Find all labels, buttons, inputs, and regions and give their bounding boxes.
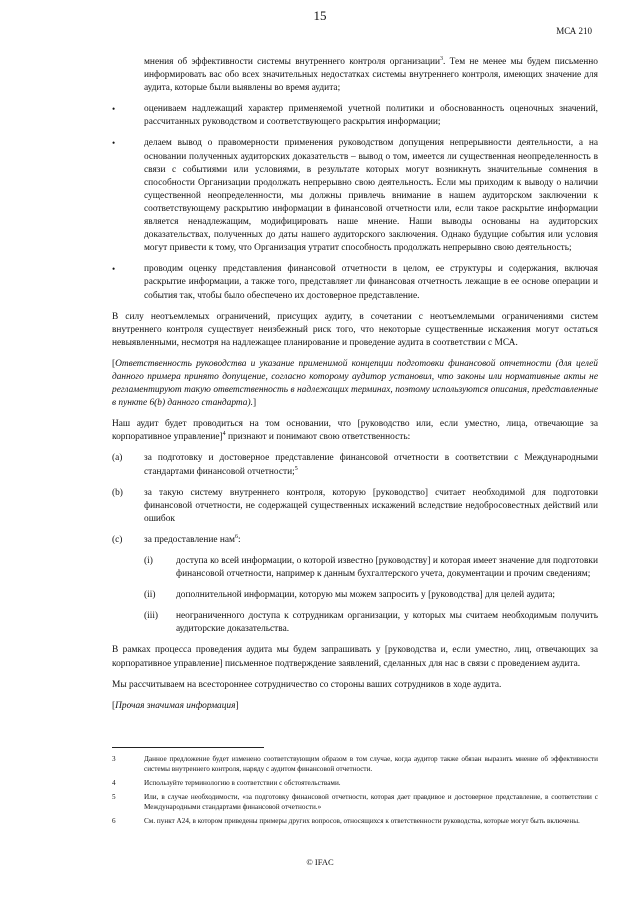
sublist-text: доступа ко всей информации, о которой известно [руководству] и которая имеет значение для подготовки финансовой отчетности, например к данным бухгалтерского учета, документации и прочим сведениям;: [176, 556, 598, 580]
bullet-text: делаем вывод о правомерности применения руководством допущения непрерывности деятельности, а на основании полученных аудиторских доказательств – вывод о том, имеется ли существенная неопределенность в связи с событиями или условиями, в результате которых могут возникнуть значительные сомнения в способности Организации продолжать непрерывно свою деятельность. Если мы приходим к выводу о наличии существенной неопределенности, мы должны привлечь внимание в нашем аудиторском заключении к соответствующему раскрытию информации в финансовой отчетности или, если такое раскрытие информации является ненадлежащим, модифицировать наше мнение. Наши выводы основаны на аудиторских доказательствах, полученных до даты нашего аудиторского заключения. Однако будущие события или условия могут привести к тому, что Организация утратит способность продолжать непрерывно свою деятельность;: [144, 138, 598, 254]
paragraph-written-representations: В рамках процесса проведения аудита мы будем запрашивать у [руководства и, если уместно, лиц, отвечающих за корпоративное управление] письменное подтверждение заявлений, сделанных для нас в связи с проведением аудита.: [112, 645, 598, 669]
paragraph-cooperation: Мы рассчитываем на всестороннее сотрудничество со стороны ваших сотрудников в ходе аудита.: [112, 679, 502, 690]
sublist-label: (i): [144, 556, 153, 566]
paragraph-other-information: [Прочая значимая информация]: [112, 700, 239, 711]
footnote-text: Или, в случае необходимости, «за подготовку финансовой отчетности, которая дает правдивое и достоверное представление, в соответствии с Международными стандартами финансовой отчетности.»: [144, 793, 598, 811]
list-text: за подготовку и достоверное представление финансовой отчетности в соответствии с Международными стандартами финансовой отчетности;$^5$: [144, 453, 598, 477]
page-number: 15: [313, 8, 327, 23]
bullet-item: [112, 137, 598, 255]
bullet-item: [112, 263, 598, 302]
list-text: за такую систему внутреннего контроля, которую [руководство] считает необходимой для подготовки финансовой отчетности, не содержащей существенных искажений вследствие недобросовестных действий или ошибок: [144, 487, 598, 524]
footnote-ref-5[interactable]: 5: [294, 465, 298, 472]
footnote-text: Данное предложение будет изменено соответствующим образом в том случае, когда аудитор также обязан выразить мнение об эффективности системы внутреннего контроля, наряду с аудитом финансовой отчетности.: [144, 755, 598, 773]
footnote-text: См. пункт A24, в котором приведены примеры других вопросов, относящихся к ответственности руководства, которые могут быть включены.: [144, 817, 580, 825]
list-item-b: [112, 487, 598, 526]
bullet-text: проводим оценку представления финансовой отчетности в целом, ее структуры и содержания, включая раскрытие информации, а также того, представляет ли финансовая отчетность лежащие в ее основе операции и события так, чтобы было обеспечено их достоверное представление.: [144, 264, 598, 301]
list-label: (a): [112, 453, 123, 464]
footnote-number: 3: [112, 755, 116, 763]
footnote-ref-3[interactable]: 3: [440, 55, 444, 62]
footnote-4: [112, 778, 598, 788]
paragraph-continuation: мнения об эффективности системы внутреннего контроля организации$^3$. Тем не менее мы будем письменно информировать вас обо всех значительных недостатках системы внутреннего контроля, имеющих значение для аудита, которые были выявлены во время аудита;: [144, 55, 598, 94]
paragraph-limitations: В силу неотъемлемых ограничений, присущих аудиту, в сочетании с неотъемлемыми ограничениями систем внутреннего контроля существует неизбежный риск того, что некоторые существенные искажения могут остаться невыявленными, несмотря на надлежащее планирование и проведение аудита в соответствии с МСА.: [112, 311, 598, 348]
bullet-marker: •: [112, 264, 116, 275]
copyright-footer: © IFAC: [306, 857, 334, 867]
sublist-label: (iii): [144, 611, 159, 622]
sublist-item-iii: [112, 610, 598, 636]
footnote-3: [112, 754, 598, 774]
footnote-ref-6[interactable]: 6: [234, 533, 238, 540]
footnote-number: 4: [112, 779, 116, 787]
sublist-item-ii: [112, 589, 598, 602]
list-item-a: [112, 452, 598, 478]
footnote-divider: [112, 747, 264, 748]
list-text: за предоставление нам$^6$:: [144, 533, 241, 545]
footnote-text: Используйте терминологию в соответствии с обстоятельствами.: [144, 779, 341, 787]
list-item-c: [112, 534, 598, 547]
bullet-marker: •: [112, 138, 116, 149]
sublist-label: (ii): [144, 590, 156, 601]
list-label: (b): [112, 487, 123, 498]
bullet-text: оцениваем надлежащий характер применяемой учетной политики и обоснованность оценочных значений, рассчитанных руководством и соответствующего раскрытия информации;: [144, 104, 598, 128]
footnotes: [112, 754, 598, 830]
bullet-item: [112, 103, 598, 129]
bullet-marker: •: [112, 104, 116, 115]
standard-code: МСА 210: [556, 26, 592, 36]
sublist-text: дополнительной информации, которую мы можем запросить у [руководства] для целей аудита;: [176, 590, 555, 601]
list-label: (c): [112, 534, 123, 545]
footnote-ref-4[interactable]: 4: [222, 431, 226, 438]
paragraph-audit-basis: Наш аудит будет проводиться на том основании, что [руководство или, если уместно, лица, отвечающие за корпоративное управление]$^4$ признают и понимают свою ответственность:: [112, 419, 598, 443]
footnote-number: 6: [112, 817, 116, 825]
paragraph-management-responsibility-note: [Ответственность руководства и указание применимой концепции подготовки финансовой отчетности (для целей данного примера принято допущение, согласно которому аудитор установил, что законы или нормативные акты не регламентируют такую ответственность в надлежащих терминах, поэтому используются описания, представленные в пункте 6(b) данного стандарта).]: [112, 358, 598, 409]
document-body: [112, 56, 598, 713]
footnote-6: [112, 816, 598, 826]
sublist-text: неограниченного доступа к сотрудникам организации, у которых мы считаем необходимым получить аудиторские доказательства.: [176, 611, 598, 635]
sublist-item-i: [112, 555, 598, 581]
footnote-5: [112, 792, 598, 812]
footnote-number: 5: [112, 793, 116, 801]
